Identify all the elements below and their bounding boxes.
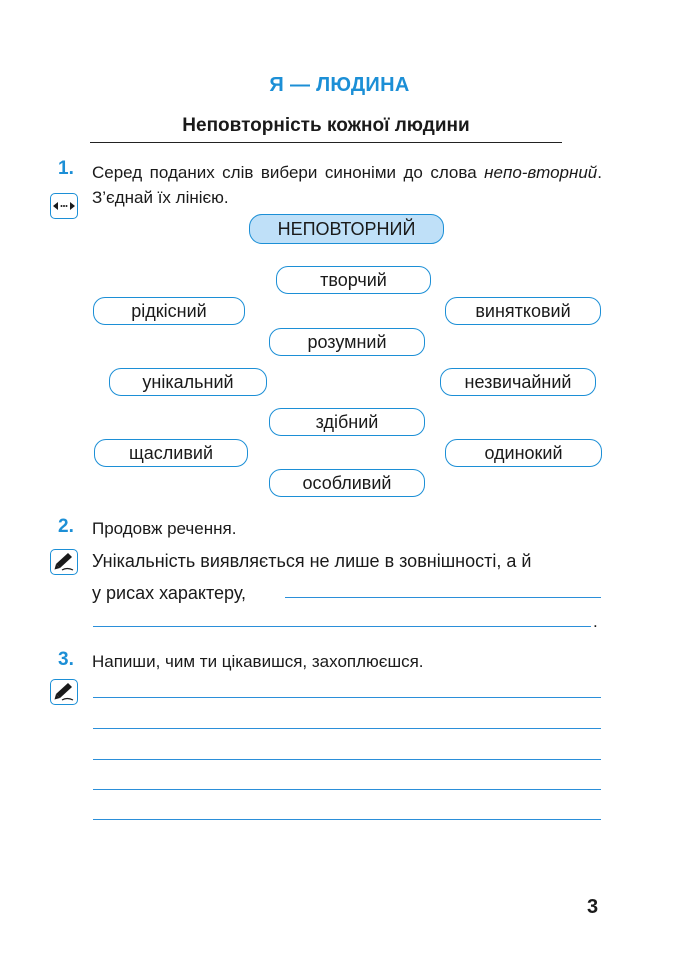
answer-line[interactable] (93, 697, 601, 698)
task-2-instruction: Продовж речення. (92, 519, 237, 538)
task-1-text-start: Серед поданих слів вибери синоніми до слова (92, 163, 485, 182)
answer-line[interactable] (93, 626, 591, 627)
page-number: 3 (587, 896, 599, 918)
task-1-number: 1. (58, 158, 74, 179)
title-underline (90, 142, 562, 143)
task-1-text-end: . З’єднай їх лінією. (92, 163, 602, 207)
task-2-sentence-line-2: у рисах характеру, (92, 583, 247, 603)
word-pill-vyniatkovyi[interactable]: винятковий (445, 297, 601, 325)
word-pill-rozumnyi[interactable]: розумний (269, 328, 425, 356)
main-word-pill[interactable]: НЕПОВТОРНИЙ (249, 214, 444, 244)
section-title: Я — ЛЮДИНА (269, 74, 410, 96)
sentence-end-period: . (593, 612, 598, 631)
answer-line[interactable] (93, 789, 601, 790)
word-pill-nezvychainyi[interactable]: незвичайний (440, 368, 596, 396)
word-pill-odynokyi[interactable]: одинокий (445, 439, 602, 467)
task-1-instruction (92, 160, 602, 210)
pen-icon (50, 679, 78, 705)
answer-line[interactable] (93, 759, 601, 760)
answer-line[interactable] (285, 597, 601, 598)
task-2-number: 2. (58, 516, 74, 537)
word-pill-tvorchyi[interactable]: творчий (276, 266, 431, 294)
answer-line[interactable] (93, 819, 601, 820)
connect-arrows-icon (50, 193, 78, 219)
task-1-text-italic: непо-вторний (484, 163, 598, 182)
word-pill-unikalnyi[interactable]: унікальний (109, 368, 267, 396)
word-pill-osoblyvyi[interactable]: особливий (269, 469, 425, 497)
lesson-title: Неповторність кожної людини (182, 115, 470, 136)
pen-icon (50, 549, 78, 575)
answer-line[interactable] (93, 728, 601, 729)
word-pill-ridkisnyi[interactable]: рідкісний (93, 297, 245, 325)
task-3-number: 3. (58, 649, 74, 670)
task-3-instruction: Напиши, чим ти цікавишся, захоплюєшся. (92, 652, 424, 671)
word-pill-zdibnyi[interactable]: здібний (269, 408, 425, 436)
task-2-sentence-line-1: Унікальність виявляється не лише в зовнішності, а й (92, 551, 532, 571)
word-pill-shchaslyvyi[interactable]: щасливий (94, 439, 248, 467)
